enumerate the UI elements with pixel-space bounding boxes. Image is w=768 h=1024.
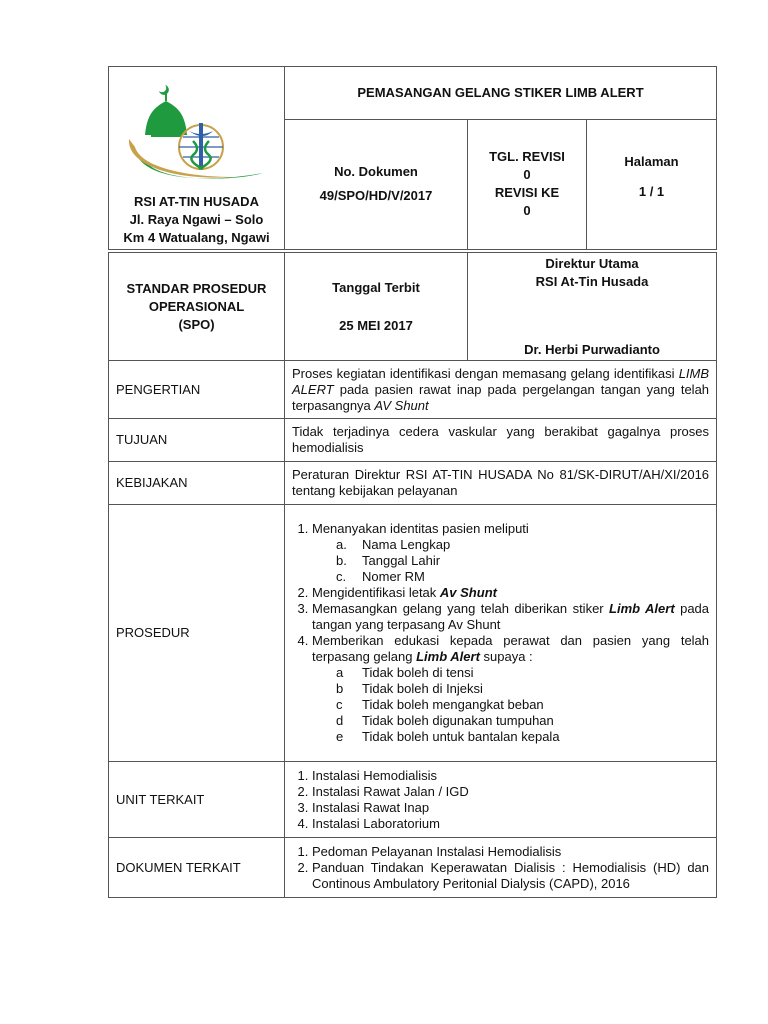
- tujuan-text: Tidak terjadinya cedera vaskular yang berakibat gagalnya proses hemodialisis: [285, 419, 717, 462]
- prosedur-steps: [292, 521, 709, 745]
- pengertian-text-3: pada pasien rawat inap pada pergelangan tangan yang telah terpasangnya: [292, 381, 710, 413]
- prosedur-step-2: 2. Mengidentifikasi letak Av Shunt: [312, 585, 709, 601]
- spo-document: [108, 66, 716, 898]
- list-item: 2. Instalasi Rawat Jalan / IGD: [312, 784, 709, 800]
- org-address-line1: Jl. Raya Ngawi – Solo: [129, 212, 264, 227]
- prosedur-step-3: 3. Memasangkan gelang yang telah diberikan stiker Limb Alert pada tangan yang terpasang Av Shunt: [312, 601, 709, 633]
- document-table: [108, 66, 717, 898]
- director-title: Direktur Utama: [545, 256, 639, 271]
- dokumen-terkait-label: DOKUMEN TERKAIT: [109, 838, 285, 898]
- education-sublist: [312, 665, 709, 745]
- list-item: 1. Instalasi Hemodialisis: [312, 768, 709, 784]
- revision-cell: [468, 119, 587, 249]
- prosedur-step-1: [312, 521, 709, 585]
- revision-date-value: 0: [523, 167, 531, 183]
- kebijakan-text: Peraturan Direktur RSI AT-TIN HUSADA No 81/SK-DIRUT/AH/XI/2016 tentang kebijakan pelayanan: [285, 462, 717, 505]
- pengertian-text-1: Proses kegiatan identifikasi dengan memasang gelang identifikasi: [292, 365, 679, 381]
- unit-terkait-content: [285, 762, 717, 838]
- issue-date-label: Tanggal Terbit: [332, 279, 420, 295]
- director-cell: [468, 253, 717, 361]
- pengertian-text-4: AV Shunt: [374, 397, 429, 413]
- list-item: c Tidak boleh mengangkat beban: [336, 697, 544, 712]
- list-item: 4. Instalasi Laboratorium: [312, 816, 709, 832]
- list-item: b. Tanggal Lahir: [336, 553, 441, 568]
- list-item: 2. Panduan Tindakan Keperawatan Dialisis : Hemodialisis (HD) dan Continous Ambulatory Peritonial Dialysis (CAPD), 2016: [312, 860, 709, 892]
- doc-number-cell: [285, 119, 468, 249]
- dokumen-terkait-content: [285, 838, 717, 898]
- kebijakan-label: KEBIJAKAN: [109, 462, 285, 505]
- spo-title-cell: [109, 253, 285, 361]
- spo-line3: (SPO): [178, 316, 215, 332]
- page-value: 1 / 1: [638, 183, 665, 199]
- revision-date-label: TGL. REVISI: [489, 149, 565, 165]
- page-cell: [587, 119, 717, 249]
- revision-label: REVISI KE: [494, 185, 560, 201]
- identity-sublist: [312, 537, 709, 585]
- pengertian-label: PENGERTIAN: [109, 361, 285, 419]
- list-item: e Tidak boleh untuk bantalan kepala: [336, 729, 560, 744]
- doc-number-label: No. Dokumen: [334, 164, 418, 180]
- spo-line1: STANDAR PROSEDUR: [126, 280, 267, 296]
- spo-line2: OPERASIONAL: [148, 298, 245, 314]
- hospital-logo-icon: [125, 77, 269, 187]
- issue-date-cell: [285, 253, 468, 361]
- director-name: Dr. Herbi Purwadianto: [524, 342, 660, 357]
- list-item: a. Nama Lengkap: [336, 537, 451, 552]
- list-item: 3. Instalasi Rawat Inap: [312, 800, 709, 816]
- director-org: RSI At-Tin Husada: [535, 274, 649, 289]
- prosedur-step-4: 4. Memberikan edukasi kepada perawat dan pasien yang telah terpasang gelang Limb Alert supaya : a Tidak boleh di tensi b Tidak boleh di Injeksi c Tidak boleh mengangkat beban d Tidak boleh digunakan tumpuhan e Tidak boleh untuk bantalan kepala: [312, 633, 709, 745]
- prosedur-content: [285, 505, 717, 762]
- list-item: b Tidak boleh di Injeksi: [336, 681, 483, 696]
- page-label: Halaman: [624, 153, 679, 169]
- org-address-line2: Km 4 Watualang, Ngawi: [123, 230, 270, 245]
- list-item: c. Nomer RM: [336, 569, 425, 584]
- document-title: PEMASANGAN GELANG STIKER LIMB ALERT: [285, 67, 717, 120]
- revision-value: 0: [523, 203, 531, 219]
- doc-number-value: 49/SPO/HD/V/2017: [319, 188, 433, 204]
- org-name: RSI AT-TIN HUSADA: [134, 194, 259, 209]
- prosedur-step-1-text: Menanyakan identitas pasien meliputi: [312, 521, 529, 536]
- unit-list: [292, 768, 709, 832]
- org-cell: [109, 67, 285, 250]
- list-item: a Tidak boleh di tensi: [336, 665, 474, 680]
- tujuan-label: TUJUAN: [109, 419, 285, 462]
- list-item: d Tidak boleh digunakan tumpuhan: [336, 713, 554, 728]
- pengertian-text-2: LIMB ALERT: [292, 365, 710, 397]
- prosedur-label: PROSEDUR: [109, 505, 285, 762]
- dokumen-list: [292, 844, 709, 892]
- issue-date-value: 25 MEI 2017: [339, 317, 413, 333]
- pengertian-text: [285, 361, 717, 419]
- list-item: 1. Pedoman Pelayanan Instalasi Hemodialisis: [312, 844, 709, 860]
- unit-terkait-label: UNIT TERKAIT: [109, 762, 285, 838]
